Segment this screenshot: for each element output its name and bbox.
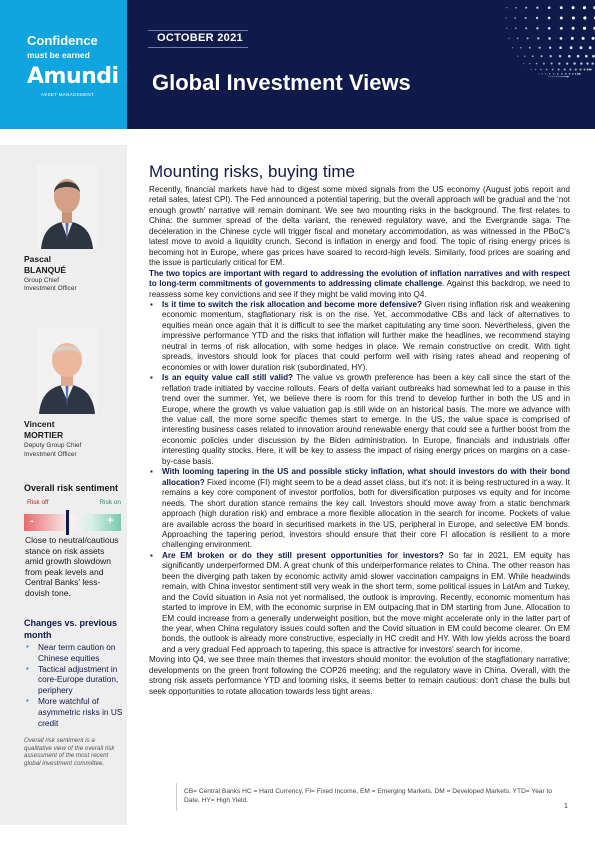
author-first-name: Vincent (24, 419, 55, 429)
footnote: CB= Central Banks HC = Hard Currency, FI= Fixed Income, EM = Emerging Markets, DM = Developed Markets, YTD= Year to Date, HY= High Yield. (184, 788, 553, 804)
amundi-logo: Amundi (27, 64, 119, 89)
article-bullet (149, 300, 570, 373)
changes-item: ▪ Tactical adjustment in core-Europe duration, periphery (24, 664, 124, 696)
article-bullet (149, 551, 570, 656)
author-photo-blanque (37, 163, 97, 249)
changes-item: ▪ More watchful of asymmetric risks in US credit (24, 696, 124, 728)
risk-on-label: Risk on (99, 499, 121, 506)
amundi-logo-sub: ASSET MANAGEMENT (41, 92, 94, 97)
portrait-photo-icon (37, 163, 97, 249)
brand-tagline-sub: must be earned (27, 50, 90, 60)
page-header (0, 0, 595, 129)
author-role: Deputy Group Chief (24, 442, 82, 449)
risk-sentiment-title: Overall risk sentiment (24, 483, 119, 493)
bullet-text: Given rising inflation risk and weakening economic momentum, stagflationary risk is on the rise. Yet, accommodative CBs and lack of alternatives to equities mean once again that it is difficult to see the market capitulating any time soon. Nevertheless, given the impressive performance YTD and the risks that inflation will further make the headlines, we recommend staying neutral in terms of risk allocation, with some hedges in place. We remain constructive on credit. With tight spreads, investors should look for places that could perform well with rising rates ahead and reopening of economies or with lower duration risk (subordinated, HY). (162, 299, 570, 372)
changes-title: Changes vs. previous month (24, 618, 118, 640)
footnote-divider (176, 783, 177, 811)
issue-month: OCTOBER 2021 (157, 32, 243, 44)
dotted-globe-icon (468, 0, 595, 96)
article-heading: Mounting risks, buying time (149, 162, 355, 181)
risk-off-label: Risk off (27, 499, 49, 506)
author-photo-mortier (37, 328, 97, 414)
bullet-question: Is an equity value call still valid? (162, 373, 293, 383)
changes-list (24, 642, 124, 728)
author-role: Investment Officer (24, 285, 77, 292)
changes-item: ▪ Near term caution on Chinese equities (24, 642, 124, 664)
article-intro-rest: . Against this backdrop, we need to reassess some key convictions and see if they might be valid moving into Q4. (149, 279, 570, 299)
bullet-question: With looming tapering in the US and possible sticky inflation, what should investors do with their bond allocation? (162, 467, 570, 487)
author-last-name: MORTIER (24, 430, 64, 440)
article-bullet (149, 373, 570, 467)
article-intro-highlight: The two topics are important with regard to addressing the evolution of inflation narratives and with respect to long-term commitments of governments to addressing climate challenge (149, 268, 570, 289)
article (149, 162, 570, 697)
bullet-text: The value vs growth preference has been a key call since the start of the reflation trade initiated by vaccine rollouts. Fears of delta variant outbreaks had somewhat led to a pause in this trend over the summer. Yet, we believe there is room for this trend to develop further in both the US and in Europe, where the growth vs value valuation gap is still wide on an historical basis. The more we advance with the value call, the more some specific themes start to emerge. In the US, the value space is comprised of interesting business cases related to innovation around renewable energy that could see a further boost from the economic policies under discussion by the Biden administration. In Europe, financials and industrials offer interesting quality stocks. Here, it will be key to assess the impact of rising energy prices on margins on a case-by-case basis. (162, 373, 570, 466)
author-last-name: BLANQUÉ (24, 265, 67, 275)
brand-tagline: Confidence (27, 33, 98, 48)
bullet-question: Are EM broken or do they still present opportunities for investors? (162, 550, 444, 560)
risk-sentiment-description: Close to neutral/cautious stance on risk assets amid growth slowdown from peak levels and Central Banks' less-dovish tone. (25, 535, 119, 598)
article-bullets (149, 300, 570, 655)
portrait-photo-icon (37, 328, 97, 414)
bullet-text: Fixed income (FI) might seem to be a dead asset class, but it's not: it is being restructured in a way. It remains a key core component of investor portfolios, both for diversification purposes vs equity and for income needs. The short duration stance remains the key call. Investors should move away from a static benchmark approach (high duration risk) and embrace a more flexible allocation in the search for income. Pockets of value are available across the board in securitised markets in the US, peripheral in Europe, and selective EM bonds. Approaching the tapering period, investors should ensure that their core FI allocation is resilient to a more challenging environment. (162, 477, 570, 550)
page-title: Global Investment Views (152, 70, 411, 95)
page-number: 1 (564, 803, 568, 810)
brand-block (0, 0, 127, 129)
article-intro-2 (149, 269, 570, 300)
risk-sentiment-note: Overall risk sentiment is a qualitative view of the overall risk assessment of the most recent global investment committee. (24, 737, 115, 767)
author-role: Investment Officer (24, 451, 77, 458)
risk-plus-sign: + (107, 515, 114, 527)
article-intro: Recently, financial markets have had to digest some mixed signals from the US economy (August jobs report and retail sales, latest CPI). The Fed announced a potential tapering, but the overall approach will be gradual and the ‘not enough growth’ narrative will remain dominant. We see two mounting risks in the background. The first relates to China: the summer spread of the delta variant, the renewed regulatory wave, and the Evergrande saga. The deceleration in the Chinese cycle will trigger fiscal and monetary accommodation, as was witnessed in the PBoC's latest move to avoid a liquidity crunch. Second is inflation in energy and food. The topic of rising energy prices is becoming hot in Europe, where gas prices have soared to record-high levels. Similarly, food prices are soaring and the issue is particularly critical for EM. (149, 185, 570, 268)
risk-minus-sign: - (30, 515, 34, 527)
bullet-text: So far in 2021, EM equity has significantly underperformed DM. A great chunk of this underperformance relates to China. The other reason has been the diverging path taken by economic activity amid slower vaccination campaigns in EM. While headwinds remain, with China investor sentiment still very weak in the short term, some political issues in LatAm and Turkey, and the Covid situation in Asia not yet normalised, the outlook is improving. Recently, economic momentum has started to improve in EM, with the economic surprise in EM outpacing that in DM starting from June. Allocation to EM could increase from a generally underweight position, but the move might accelerate only in the latter part of the year, when China regulatory issues could soften and the Covid situation in EM could become clearer. On EM bonds, the outlook is already more constructive, especially in HC credit and HY. With low yields across the board and a very gradual Fed approach to tapering, this space is attractive for investors' search for income. (162, 550, 570, 654)
article-bullet (149, 467, 570, 551)
author-first-name: Pascal (24, 254, 51, 264)
article-conclusion: Moving into Q4, we see three main themes that investors should monitor: the evolution of the stagflationary narrative; developments on the green front following the COP26 meeting; and the regulatory wave in China. Overall, with the strong risk assets performance YTD and looming risks, it seems better to remain cautious: don't chase the bulls but seek opportunities to rotate allocation towards less tight areas. (149, 655, 570, 696)
author-role: Group Chief (24, 277, 60, 284)
bullet-question: Is it time to switch the risk allocation and become more defensive? (162, 299, 422, 309)
risk-level-marker (66, 510, 69, 535)
